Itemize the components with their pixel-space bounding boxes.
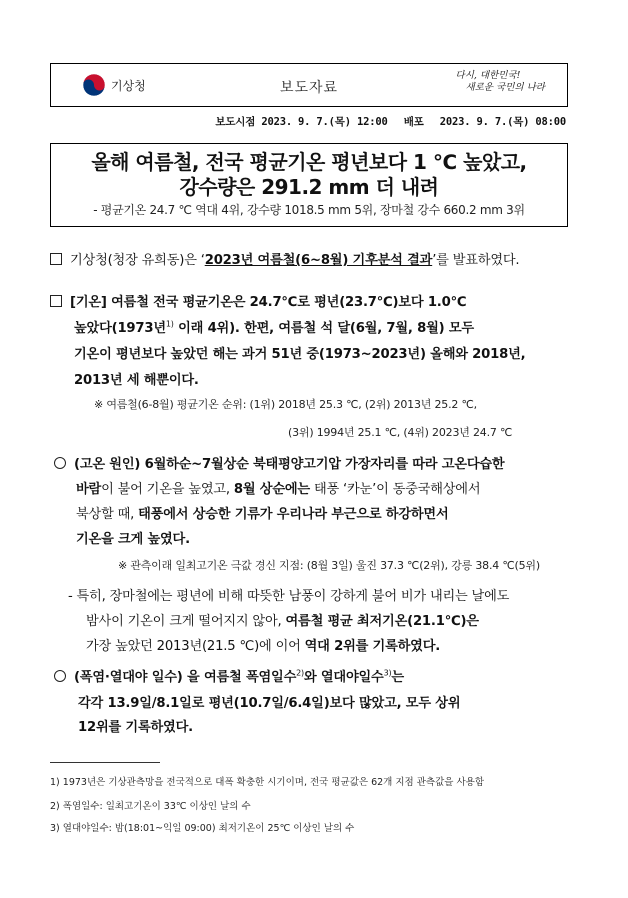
title-line-2: 강수량은 291.2 mm 더 내려 bbox=[179, 175, 439, 199]
distribution-time: 2023. 9. 7.(목) 08:00 bbox=[439, 116, 566, 128]
release-time: 2023. 9. 7.(목) 12:00 bbox=[261, 116, 388, 128]
footnote-2: 2) 폭염일수: 일최고기온이 33℃ 이상인 날의 수 bbox=[50, 801, 251, 812]
slogan-line-1: 다시, 대한민국! bbox=[455, 70, 521, 81]
release-label: 보도시점 bbox=[215, 116, 256, 128]
header-box bbox=[50, 63, 568, 107]
doc-type: 보도자료 bbox=[279, 80, 339, 96]
report-title-highlight: 2023년 여름철(6~8월) 기후분석 결과 bbox=[204, 253, 433, 268]
distribution-label: 배포 bbox=[403, 116, 424, 128]
checkbox-bullet-icon bbox=[50, 295, 62, 307]
agency-name: 기상청 bbox=[111, 78, 146, 93]
circle-bullet-icon bbox=[54, 457, 66, 469]
release-info bbox=[215, 114, 566, 129]
footnote-1: 1) 1973년은 기상관측망을 전국적으로 대폭 확충한 시기이며, 전국 평균값은 62개 지점 관측값을 사용함 bbox=[50, 777, 484, 788]
footnote-3: 3) 열대야일수: 밤(18:01~익일 09:00) 최저기온이 25℃ 이상인 날의 수 bbox=[50, 823, 355, 834]
slogan-line-2: 새로운 국민의 나라 bbox=[465, 82, 545, 93]
circle-bullet-icon bbox=[54, 670, 66, 682]
footnote-divider bbox=[50, 762, 160, 763]
subtitle: - 평균기온 24.7 ℃ 역대 4위, 강수량 1018.5 mm 5위, 장마철 강수 660.2 mm 3위 bbox=[93, 203, 525, 217]
checkbox-bullet-icon bbox=[50, 253, 62, 265]
slogan bbox=[456, 70, 545, 94]
title-box bbox=[50, 143, 568, 227]
title-line-1: 올해 여름철, 전국 평균기온 평년보다 1 ℃ 높았고, bbox=[91, 150, 527, 174]
